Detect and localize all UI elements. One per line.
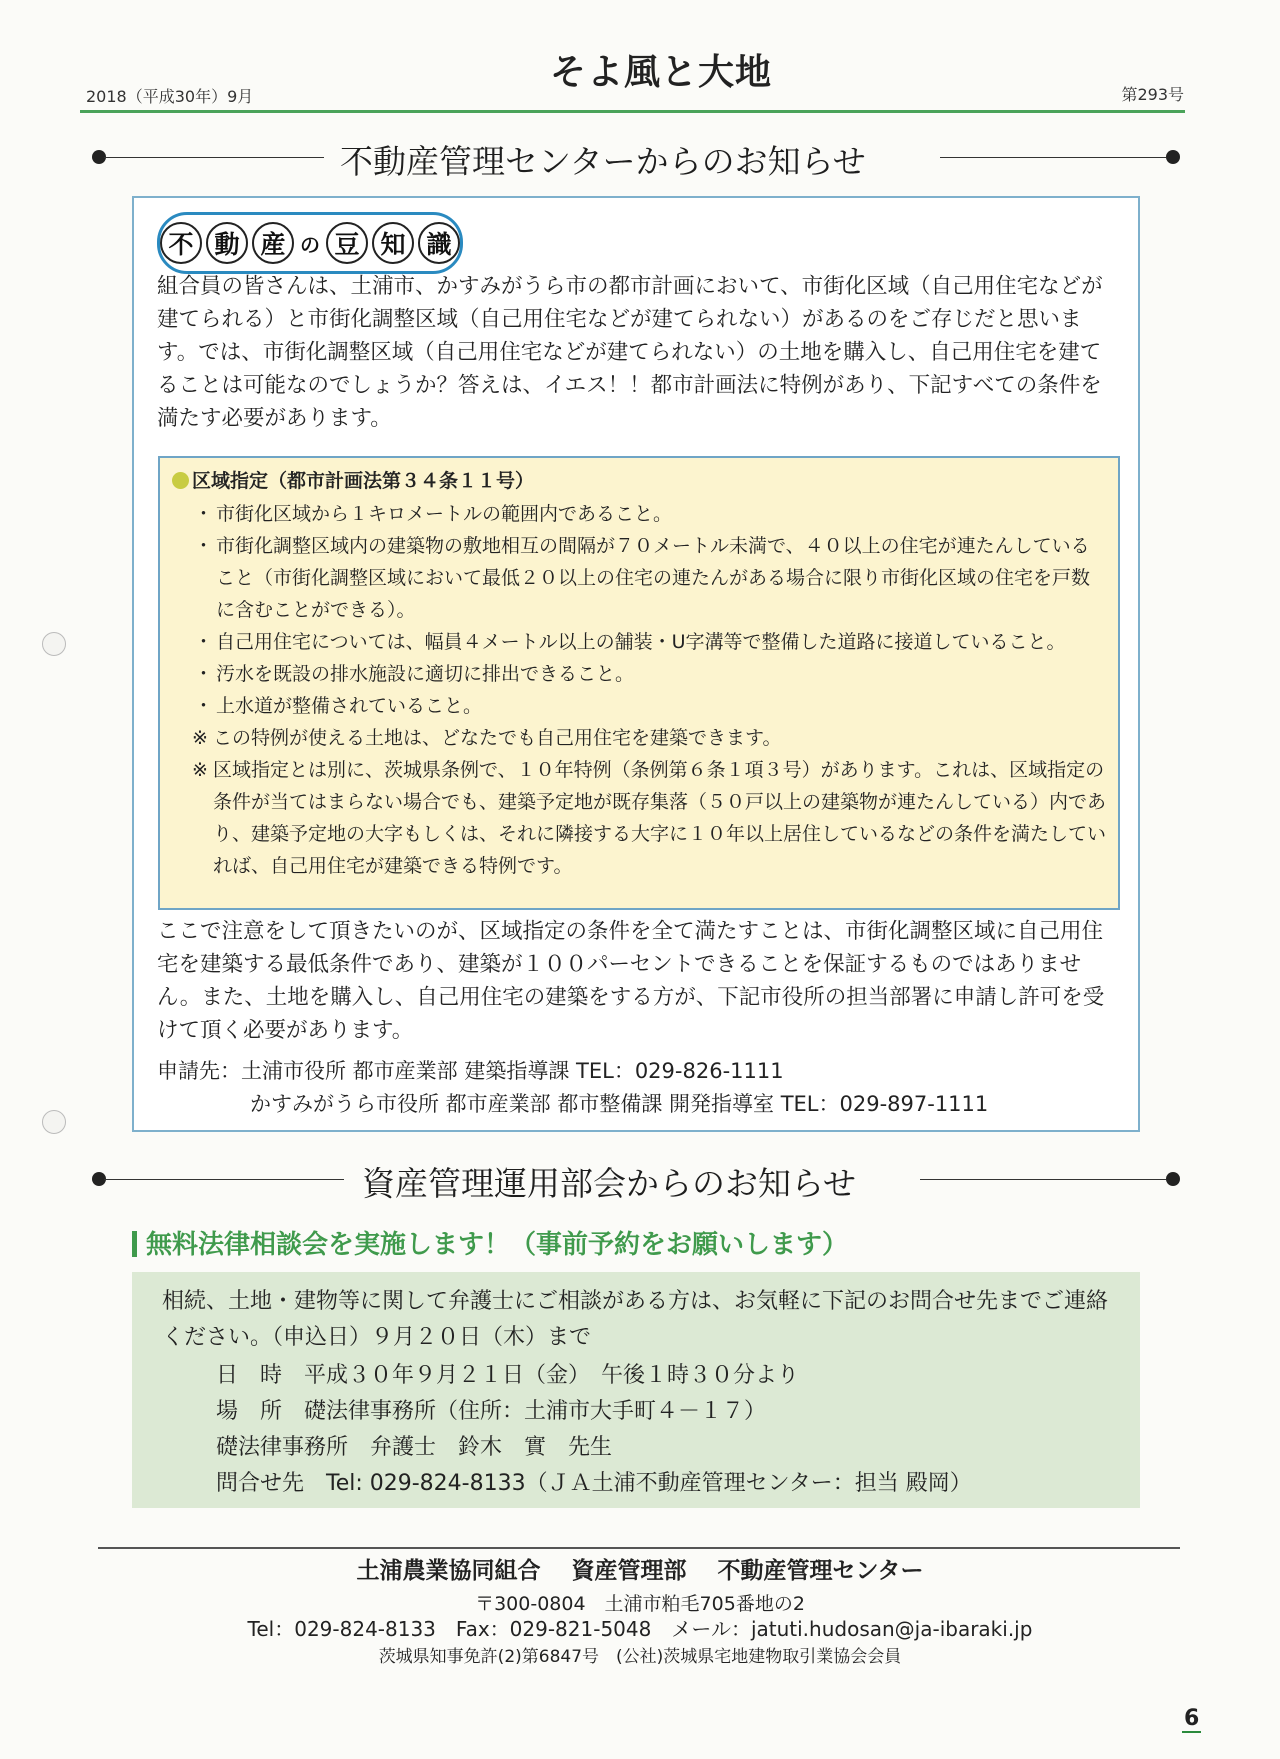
section2-title: 資産管理運用部会からのお知らせ: [362, 1164, 857, 1203]
page-number: 6: [1184, 1706, 1200, 1731]
consultation-item-contact: [214, 1466, 972, 1499]
subtitle-marker: [132, 1231, 137, 1257]
condition-item: ・ 上水道が整備されていること。: [196, 690, 1106, 722]
condition-item: ・ 自己用住宅については、幅員４メートル以上の舗装・U字溝等で整備した道路に接道していること。: [196, 626, 1106, 658]
condition-note: ※ 区域指定とは別に、茨城県条例で、１０年特例（条例第６条１項３号）があります。これは、区域指定の条件が当てはまらない場合でも、建築予定地が既存集落（５０戸以上の建築物が連たんしている）内であり、建築予定地の大字もしくは、それに隣接する大字に１０年以上居住しているなどの条件を満たしていれば、自己用住宅が建築できる特例です。: [192, 754, 1106, 882]
application-office-tsuchiura: 申請先：土浦市役所 都市産業部 建築指導課 TEL：029-826-1111: [157, 1059, 784, 1083]
section-title-dot-right: [1166, 150, 1180, 164]
consultation-item-text: 礎法律事務所 弁護士 鈴木 實 先生: [216, 1435, 613, 1460]
section-title-rule-left: [104, 157, 324, 158]
issue-number: 第293号: [1121, 85, 1184, 104]
footer-contact: Tel：029-824-8133 Fax：029-821-5048 メール：jatuti.hudosan@ja-ibaraki.jp: [247, 1617, 1033, 1641]
conditions-heading-text: 区域指定（都市計画法第３４条１１号）: [192, 470, 535, 492]
tag-char: 動: [206, 222, 248, 264]
consultation-item-text: 日 時 平成３０年９月２１日（金） 午後１時３０分より: [216, 1363, 800, 1388]
tag-char: 豆: [326, 222, 368, 264]
section1-title: 不動産管理センターからのお知らせ: [340, 142, 866, 181]
header-divider: [80, 110, 1185, 113]
tag-char: 知: [372, 222, 414, 264]
tag-char: 識: [418, 222, 460, 264]
condition-item: ・ 汚水を既設の排水施設に適切に排出できること。: [196, 658, 1106, 690]
binder-hole: [42, 1110, 66, 1134]
section-title-rule-left: [104, 1179, 344, 1180]
footer-divider: [98, 1547, 1180, 1549]
condition-item: ・ 市街化区域から１キロメートルの範囲内であること。: [196, 498, 1106, 530]
section-title-rule-right: [920, 1179, 1166, 1180]
tag-char: の: [298, 224, 322, 262]
footer-address: 〒300-0804 土浦市粕毛705番地の2: [475, 1593, 805, 1615]
consultation-item-datetime: [214, 1358, 799, 1391]
footer-license: 茨城県知事免許(2)第6847号 (公社)茨城県宅地建物取引業協会会員: [378, 1647, 902, 1667]
footer-organization: 土浦農業協同組合 資産管理部 不動産管理センター: [356, 1558, 924, 1584]
application-office-kasumigaura: かすみがうら市役所 都市産業部 都市整備課 開発指導室 TEL：029-897-1111: [250, 1092, 989, 1116]
section-title-rule-right: [940, 157, 1166, 158]
newsletter-logo: そよ風と大地: [550, 51, 773, 93]
consultation-item-text: 問合せ先 Tel: 029-824-8133（ＪＡ土浦不動産管理センター：担当 殿岡）: [216, 1471, 972, 1496]
consultation-item-place: [214, 1394, 766, 1427]
consultation-item-lawyer: [214, 1430, 612, 1463]
conditions-heading: [172, 466, 534, 493]
legal-consultation-heading: 無料法律相談会を実施します！（事前予約をお願いします）: [146, 1230, 849, 1260]
conditions-list: [196, 498, 1106, 882]
caution-paragraph: ここで注意をして頂きたいのが、区域指定の条件を全て満たすことは、市街化調整区域に自己用住宅を建築する最低条件であり、建築が１００パーセントできることを保証するものではありません。また、土地を購入し、自己用住宅の建築をする方が、下記市役所の担当部署に申請し許可を受けて頂く必要があります。: [157, 919, 1105, 1043]
tag-char: 産: [252, 222, 294, 264]
consultation-intro: 相続、土地・建物等に関して弁護士にご相談がある方は、お気軽に下記のお問合せ先までご連絡ください。（申込日）９月２０日（木）まで: [162, 1289, 1109, 1350]
binder-hole: [42, 632, 66, 656]
intro-paragraph: 組合員の皆さんは、土浦市、かすみがうら市の都市計画において、市街化区域（自己用住宅などが建てられる）と市街化調整区域（自己用住宅などが建てられない）があるのをご存じだと思います。では、市街化調整区域（自己用住宅などが建てられない）の土地を購入し、自己用住宅を建てることは可能なのでしょうか？答えは、イエス！！都市計画法に特例があり、下記すべての条件を満たす必要があります。: [157, 274, 1103, 431]
bullet-dot-icon: [172, 472, 189, 489]
issue-date: 2018（平成30年）9月: [86, 87, 254, 106]
condition-note: ※ この特例が使える土地は、どなたでも自己用住宅を建築できます。: [192, 722, 1106, 754]
consultation-item-text: 場 所 礎法律事務所（住所：土浦市大手町４－１７）: [216, 1399, 767, 1424]
mame-chishiki-tag: [157, 212, 463, 274]
condition-item: ・ 市街化調整区域内の建築物の敷地相互の間隔が７０メートル未満で、４０以上の住宅が連たんしていること（市街化調整区域において最低２０以上の住宅の連たんがある場合に限り市街化区域の住宅を戸数に含むことができる）。: [196, 530, 1106, 626]
tag-char: 不: [160, 222, 202, 264]
section-title-dot-right: [1166, 1172, 1180, 1186]
